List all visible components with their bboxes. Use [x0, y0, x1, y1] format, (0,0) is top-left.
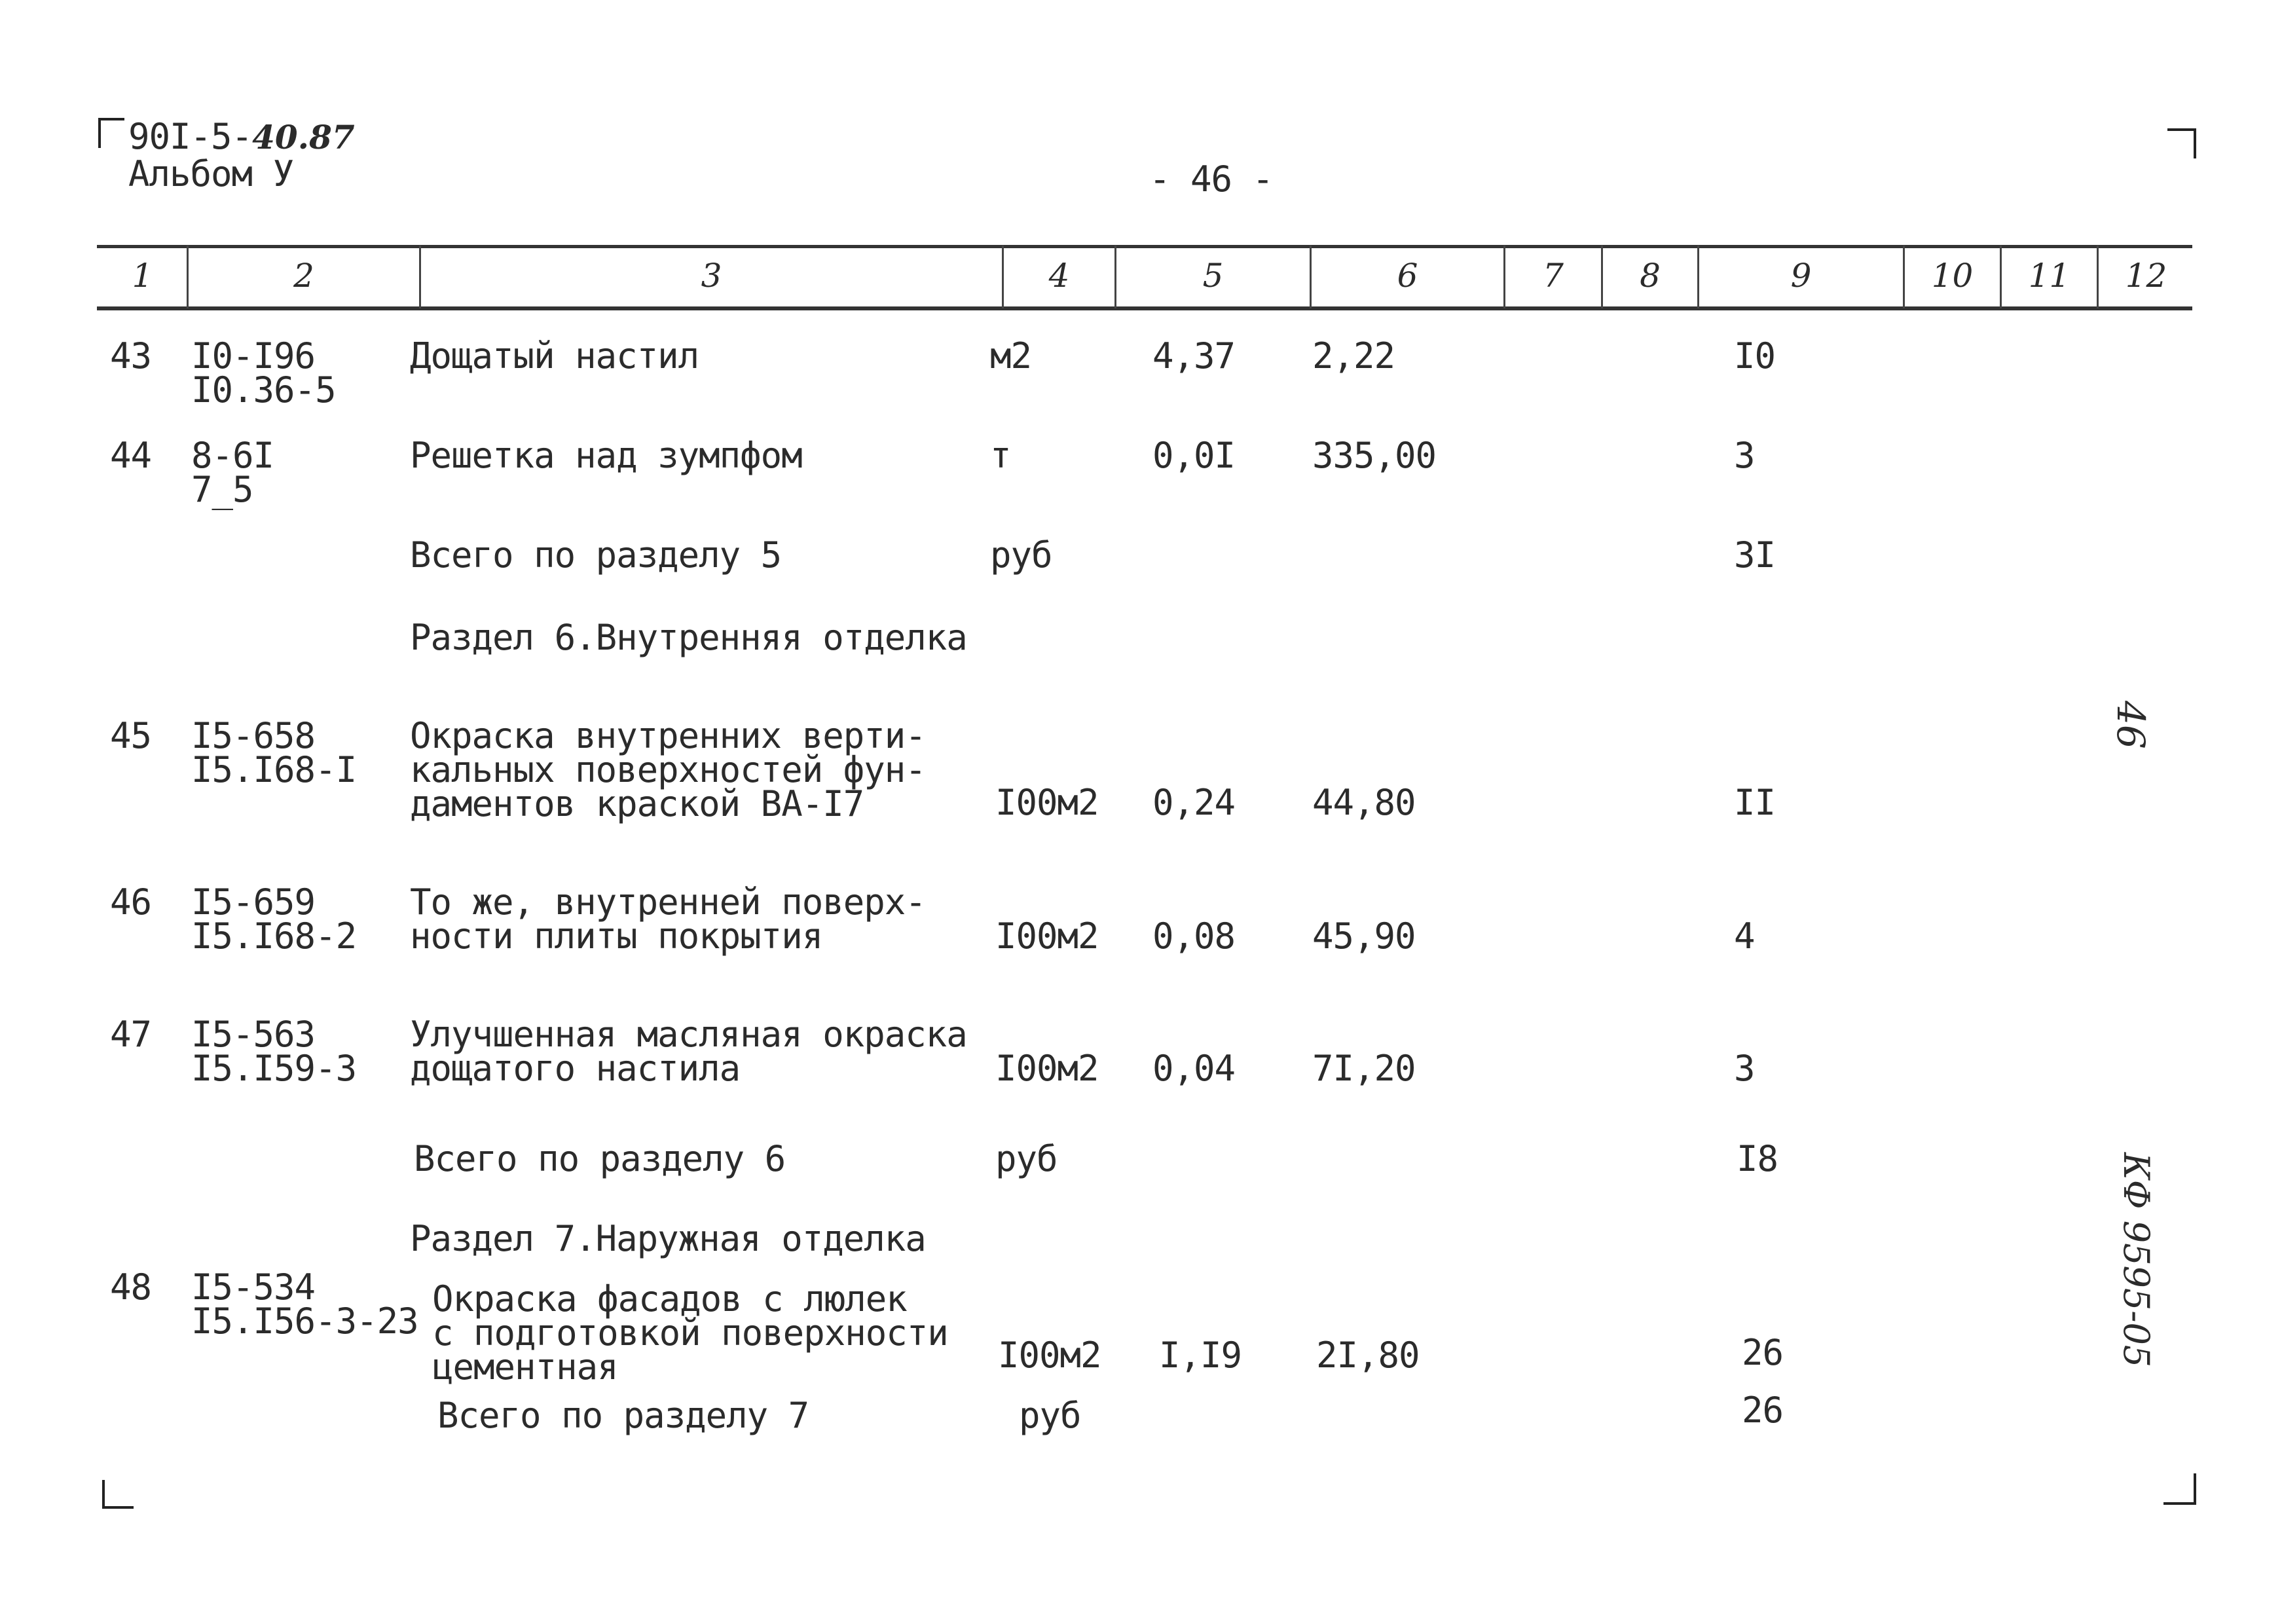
rate-code — [191, 335, 336, 411]
column-number-12: 12 — [2125, 257, 2167, 295]
column-number-9: 9 — [1790, 257, 1812, 295]
text-line: Всего по разделу 5 — [410, 534, 782, 576]
unit: I00м2 — [995, 1048, 1099, 1089]
text-line: Всего по разделу 6 — [414, 1138, 786, 1179]
work-name — [410, 715, 926, 824]
work-name — [432, 1278, 948, 1388]
column-number-4: 4 — [1048, 257, 1070, 295]
column-number-5: 5 — [1202, 257, 1224, 295]
rate-code — [191, 1266, 418, 1342]
text-line: ности плиты покрытия — [410, 915, 823, 957]
text-line: I5-658 — [191, 715, 316, 756]
unit: I00м2 — [995, 915, 1099, 957]
unit-price: 7I,20 — [1312, 1048, 1416, 1089]
quantity: 4,37 — [1152, 335, 1236, 377]
unit: руб — [995, 1138, 1058, 1179]
section-subtotal-label — [410, 534, 782, 576]
text-line: I5-534 — [191, 1266, 316, 1308]
table-top-rule — [97, 245, 2192, 248]
corner-mark-top-left-h — [98, 118, 124, 120]
row-number: 46 — [110, 881, 152, 923]
total-cost: II — [1734, 782, 1776, 823]
text-line: кальных поверхностей фун- — [410, 749, 926, 790]
unit-price: 45,90 — [1312, 915, 1416, 957]
album-label: Альбом У — [128, 153, 294, 194]
total-cost: I0 — [1734, 335, 1776, 377]
unit: руб — [990, 534, 1052, 576]
unit: м2 — [990, 335, 1032, 377]
section-subtotal-label — [414, 1138, 786, 1179]
row-number: 43 — [110, 335, 152, 377]
unit-price: 335,00 — [1312, 435, 1437, 476]
text-line: Раздел 7.Наружная отделка — [410, 1218, 926, 1259]
total-cost: 3 — [1734, 435, 1755, 476]
text-line: с подготовкой поверхности — [432, 1312, 948, 1354]
document-code-handwritten: 40.87 — [252, 118, 355, 157]
unit: т — [990, 435, 1011, 476]
rate-code — [191, 1014, 357, 1089]
quantity: I,I9 — [1159, 1335, 1242, 1376]
corner-mark-top-right — [2194, 128, 2196, 158]
rate-code — [191, 881, 357, 957]
row-number: 44 — [110, 435, 152, 476]
document-code — [128, 118, 355, 157]
column-number-7: 7 — [1543, 257, 1564, 295]
text-line: 7_5 — [191, 469, 253, 510]
total-cost: 3 — [1734, 1048, 1755, 1089]
total-cost: I8 — [1737, 1138, 1778, 1179]
total-cost: 26 — [1742, 1390, 1784, 1431]
text-line: цементная — [432, 1346, 618, 1388]
unit-price: 2I,80 — [1316, 1335, 1420, 1376]
text-line: Улучшенная масляная окраска — [410, 1014, 967, 1055]
text-line: I5.I56-3-23 — [191, 1301, 418, 1342]
column-number-10: 10 — [1931, 257, 1974, 295]
unit: I00м2 — [998, 1335, 1101, 1376]
work-name — [410, 435, 802, 476]
corner-mark-bottom-left — [102, 1480, 105, 1509]
sheet-number-note: 46 — [2108, 701, 2153, 749]
quantity: 0,08 — [1152, 915, 1236, 957]
corner-mark-top-left — [98, 118, 101, 148]
row-number: 45 — [110, 715, 152, 756]
column-number-8: 8 — [1640, 257, 1661, 295]
text-line: То же, внутренней поверх- — [410, 881, 926, 923]
unit: руб — [1019, 1395, 1081, 1436]
column-number-3: 3 — [701, 257, 722, 295]
text-line: I5.I68-I — [191, 749, 357, 790]
page-number: - 46 - — [1149, 158, 1274, 200]
column-number-6: 6 — [1397, 257, 1418, 295]
text-line: Дощатый настил — [410, 335, 699, 377]
row-number: 47 — [110, 1014, 152, 1055]
text-line: I5.I59-3 — [191, 1048, 357, 1089]
text-line: Окраска внутренних верти- — [410, 715, 926, 756]
quantity: 0,0I — [1152, 435, 1236, 476]
text-line: дощатого настила — [410, 1048, 741, 1089]
text-line: Окраска фасадов с люлек — [432, 1278, 907, 1320]
registry-number-note: КФ 9595-05 — [2116, 1153, 2157, 1368]
text-line: I0.36-5 — [191, 369, 336, 411]
total-cost: 4 — [1734, 915, 1755, 957]
total-cost: 3I — [1734, 534, 1776, 576]
work-name — [410, 335, 699, 377]
text-line: I0-I96 — [191, 335, 316, 377]
corner-mark-bottom-right-h — [2163, 1502, 2196, 1505]
quantity: 0,24 — [1152, 782, 1236, 823]
row-number: 48 — [110, 1266, 152, 1308]
unit-price: 2,22 — [1312, 335, 1395, 377]
section-heading — [410, 617, 967, 658]
corner-mark-top-right-h — [2167, 128, 2196, 131]
rate-code — [191, 435, 274, 510]
text-line: Всего по разделу 7 — [437, 1395, 809, 1436]
total-cost: 26 — [1742, 1332, 1784, 1373]
text-line: Решетка над зумпфом — [410, 435, 802, 476]
quantity: 0,04 — [1152, 1048, 1236, 1089]
text-line: Раздел 6.Внутренняя отделка — [410, 617, 967, 658]
rate-code — [191, 715, 357, 790]
section-heading — [410, 1218, 926, 1259]
column-number-2: 2 — [293, 257, 314, 295]
text-line: I5-563 — [191, 1014, 316, 1055]
column-number-1: 1 — [132, 257, 153, 295]
unit: I00м2 — [995, 782, 1099, 823]
text-line: I5.I68-2 — [191, 915, 357, 957]
text-line: 8-6I — [191, 435, 274, 476]
document-code-prefix: 90I-5- — [128, 116, 253, 157]
unit-price: 44,80 — [1312, 782, 1416, 823]
text-line: даментов краской ВА-I7 — [410, 783, 864, 824]
corner-mark-bottom-left-h — [102, 1506, 134, 1509]
column-number-11: 11 — [2028, 257, 2070, 295]
section-subtotal-label — [437, 1395, 809, 1436]
corner-mark-bottom-right — [2194, 1473, 2196, 1505]
work-name — [410, 1014, 967, 1089]
text-line: I5-659 — [191, 881, 316, 923]
work-name — [410, 881, 926, 957]
table-header-bottom-rule — [97, 306, 2192, 310]
